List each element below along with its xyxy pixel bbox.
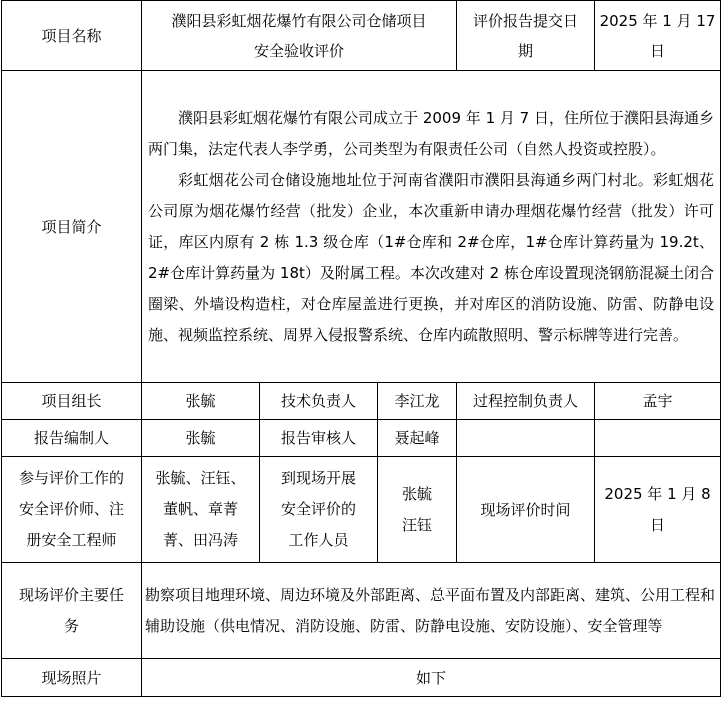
evaluators-label-line1: 参与评价工作的 — [18, 469, 124, 487]
project-name-line1: 濮阳县彩虹烟花爆竹有限公司仓储项目 — [171, 11, 427, 30]
report-date-value — [595, 1, 721, 71]
row-photos — [2, 659, 721, 697]
onsite-staff-name-1: 张毓 — [402, 484, 433, 503]
team-leader-label: 项目组长 — [2, 383, 142, 420]
tech-lead-value: 李江龙 — [378, 383, 457, 420]
tech-lead-label: 技术负责人 — [260, 383, 378, 420]
report-writer-label: 报告编制人 — [2, 420, 142, 457]
onsite-staff-label-line2: 安全评价的 — [280, 500, 356, 518]
project-name-line2: 安全验收评价 — [254, 41, 345, 60]
empty-cell — [457, 420, 595, 457]
project-intro-value — [142, 71, 721, 383]
onsite-staff-name-2: 汪钰 — [402, 515, 433, 534]
evaluators-names — [142, 457, 260, 563]
row-project-intro — [2, 71, 721, 383]
process-control-label: 过程控制负责人 — [457, 383, 595, 420]
report-reviewer-value: 聂起峰 — [378, 420, 457, 457]
row-team-leader — [2, 383, 721, 420]
project-name-label: 项目名称 — [2, 1, 142, 71]
row-main-tasks — [2, 563, 721, 659]
report-date-label-line2: 期 — [518, 41, 534, 60]
report-reviewer-label: 报告审核人 — [260, 420, 378, 457]
onsite-staff-label-line3: 工作人员 — [288, 531, 349, 549]
report-date-value-line1: 2025 年 1 月 17 — [599, 11, 716, 30]
photos-label: 现场照片 — [2, 659, 142, 697]
onsite-time-value-line2: 日 — [650, 515, 666, 534]
row-report-writer — [2, 420, 721, 457]
process-control-value: 孟宇 — [595, 383, 721, 420]
project-intro-paragraph-1: 濮阳县彩虹烟花爆竹有限公司成立于 2009 年 1 月 7 日，住所位于濮阳县海通乡两门集，法定代表人李学勇，公司类型为有限责任公司（自然人投资或控股）。 — [148, 108, 715, 158]
evaluators-names-line2: 董帆、章菁 — [162, 500, 238, 518]
onsite-staff-label — [260, 457, 378, 563]
evaluators-label-line2: 安全评价师、注 — [18, 500, 124, 518]
onsite-time-value — [595, 457, 721, 563]
report-date-label-line1: 评价报告提交日 — [473, 11, 579, 30]
evaluators-label — [2, 457, 142, 563]
onsite-time-label: 现场评价时间 — [457, 457, 595, 563]
onsite-staff-names — [378, 457, 457, 563]
report-writer-value: 张毓 — [142, 420, 260, 457]
main-tasks-label — [2, 563, 142, 659]
row-evaluators — [2, 457, 721, 563]
evaluators-names-line1: 张毓、汪钰、 — [155, 469, 246, 487]
team-leader-value: 张毓 — [142, 383, 260, 420]
empty-cell — [595, 420, 721, 457]
evaluation-info-table — [1, 0, 721, 697]
photos-value: 如下 — [142, 659, 721, 697]
project-intro-paragraph-2: 彩虹烟花公司仓储设施地址位于河南省濮阳市濮阳县海通乡两门村北。彩虹烟花公司原为烟花爆竹经营（批发）企业，本次重新申请办理烟花爆竹经营（批发）许可证，库区内原有 2 栋 1.3 级仓库（1#仓库和 2#仓库，1#仓库计算药量为 19.2t、2#仓库计算药量为 18t）及附属工程。本次改建对 2 栋仓库设置现浇钢筋混凝土闭合圈梁、外墙设构造柱，对仓库屋盖进行更换，并对库区的消防设施、防雷、防静电设施、视频监控系统、周界入侵报警系统、仓库内疏散照明、警示标牌等进行完善。 — [148, 170, 715, 344]
evaluators-label-line3: 册安全工程师 — [26, 531, 117, 549]
onsite-staff-label-line1: 到现场开展 — [280, 469, 356, 487]
row-project-name — [2, 1, 721, 71]
report-date-value-line2: 日 — [650, 41, 666, 60]
project-intro-label: 项目简介 — [2, 71, 142, 383]
evaluators-names-line3: 菁、田冯涛 — [162, 531, 238, 549]
project-name-value — [142, 1, 457, 71]
main-tasks-value: 勘察项目地理环境、周边环境及外部距离、总平面布置及内部距离、建筑、公用工程和辅助设施（供电情况、消防设施、防雷、防静电设施、安防设施）、安全管理等 — [142, 563, 721, 659]
main-tasks-label-line1: 现场评价主要任 — [18, 585, 124, 604]
report-date-label — [457, 1, 595, 71]
onsite-time-value-line1: 2025 年 1 月 8 — [604, 484, 711, 503]
main-tasks-label-line2: 务 — [63, 616, 79, 635]
